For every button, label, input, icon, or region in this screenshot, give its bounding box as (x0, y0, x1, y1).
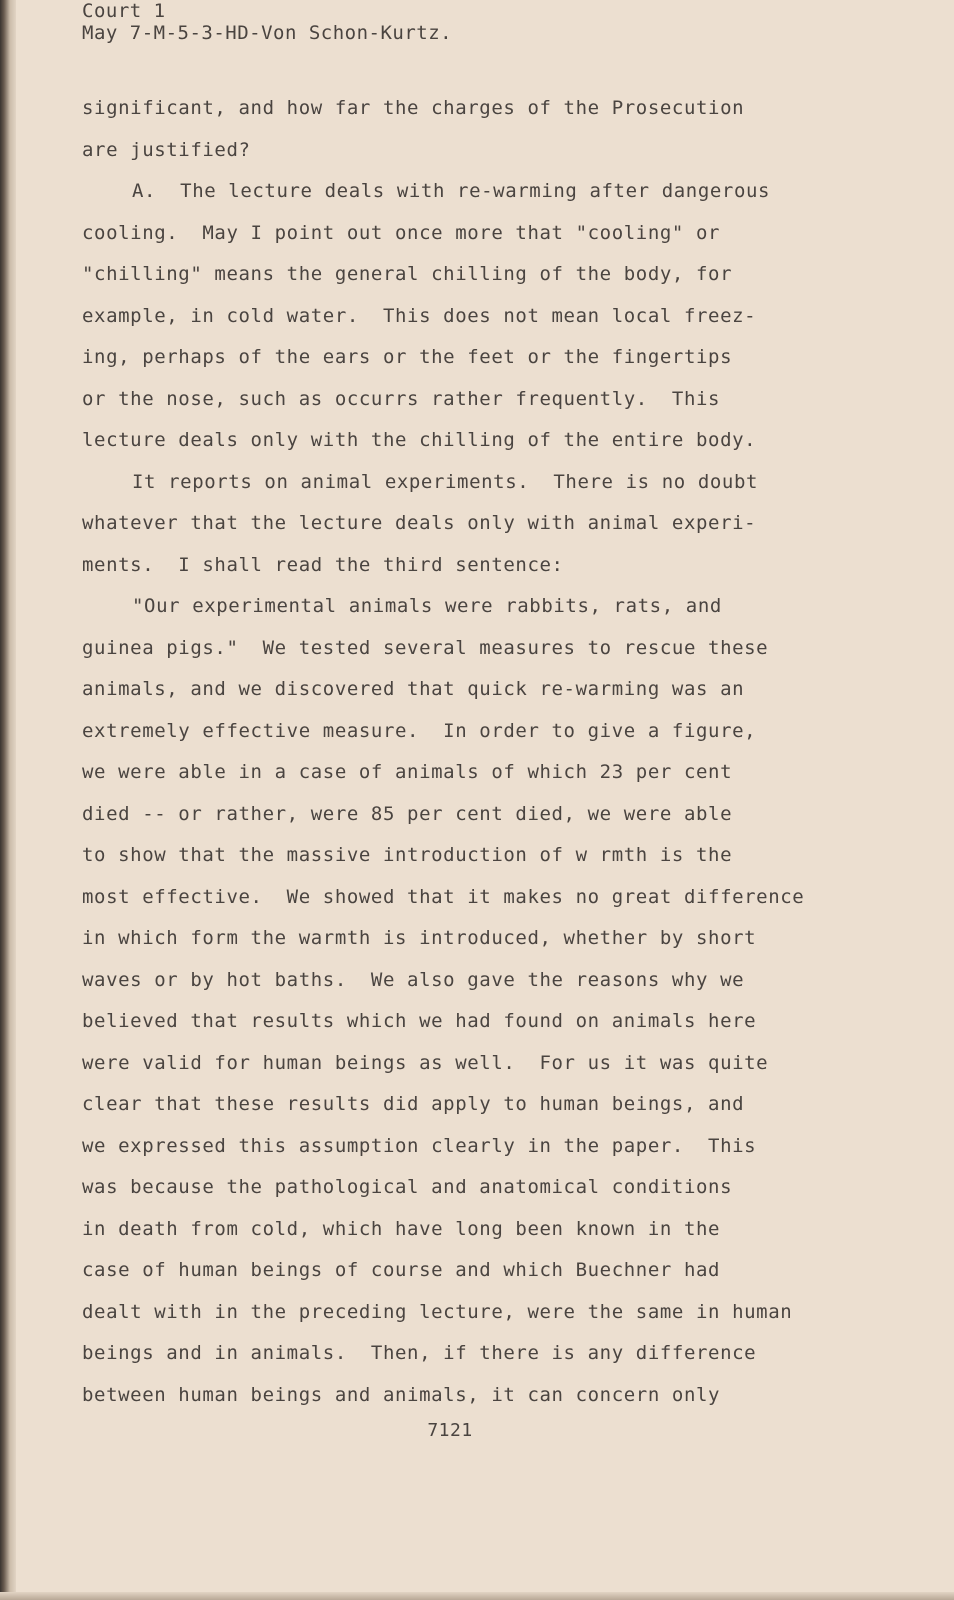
transcript-line: are justified? (82, 138, 251, 161)
transcript-body (82, 88, 922, 1416)
page-number: 7121 (427, 1420, 473, 1441)
transcript-line: we expressed this assumption clearly in the paper. This (82, 1134, 757, 1157)
page-left-edge (0, 0, 16, 1600)
transcript-line: most effective. We showed that it makes no great difference (82, 885, 805, 908)
transcript-line: extremely effective measure. In order to give a figure, (82, 719, 757, 742)
transcript-line: "chilling" means the general chilling of the body, for (82, 263, 733, 285)
transcript-line: guinea pigs." We tested several measures to rescue these (82, 636, 769, 659)
transcript-line: died -- or rather, were 85 per cent died, we were able (82, 802, 733, 825)
transcript-line: in which form the warmth is introduced, whether by short (82, 927, 757, 949)
transcript-line: were valid for human beings as well. For us it was quite (82, 1051, 769, 1074)
page-bottom-edge (0, 1592, 954, 1600)
transcript-line: in death from cold, which have long been known in the (82, 1217, 721, 1240)
transcript-line: whatever that the lecture deals only with animal experi- (82, 512, 757, 534)
header-court: Court 1 (82, 0, 166, 22)
transcript-line: lecture deals only with the chilling of the entire body. (82, 429, 757, 451)
header-reference: May 7-M-5-3-HD-Von Schon-Kurtz. (82, 22, 453, 44)
transcript-line: clear that these results did apply to human beings, and (82, 1093, 745, 1115)
transcript-line: waves or by hot baths. We also gave the reasons why we (82, 968, 745, 991)
transcript-line: ing, perhaps of the ears or the feet or the fingertips (82, 346, 733, 368)
transcript-line: beings and in animals. Then, if there is any difference (82, 1342, 757, 1364)
transcript-line: significant, and how far the charges of the Prosecution (82, 97, 745, 119)
transcript-line: was because the pathological and anatomical conditions (82, 1176, 733, 1198)
transcript-line: we were able in a case of animals of which 23 per cent (82, 761, 733, 783)
transcript-line: between human beings and animals, it can concern only (82, 1383, 721, 1406)
transcript-line: ments. I shall read the third sentence: (82, 553, 564, 576)
transcript-line: It reports on animal experiments. There is no doubt (132, 470, 759, 493)
transcript-line: example, in cold water. This does not mean local freez- (82, 304, 757, 327)
transcript-line: animals, and we discovered that quick re-warming was an (82, 678, 745, 700)
transcript-line: or the nose, such as occurrs rather frequently. This (82, 387, 721, 410)
transcript-line: to show that the massive introduction of w rmth is the (82, 844, 733, 866)
transcript-line: case of human beings of course and which Buechner had (82, 1259, 721, 1281)
transcript-line: dealt with in the preceding lecture, were the same in human (82, 1300, 793, 1323)
transcript-line: cooling. May I point out once more that "cooling" or (82, 221, 721, 244)
transcript-line: "Our experimental animals were rabbits, rats, and (132, 595, 722, 617)
document-header (82, 0, 452, 44)
transcript-line: believed that results which we had found on animals here (82, 1010, 757, 1032)
transcript-line: A. The lecture deals with re-warming after dangerous (132, 180, 771, 202)
